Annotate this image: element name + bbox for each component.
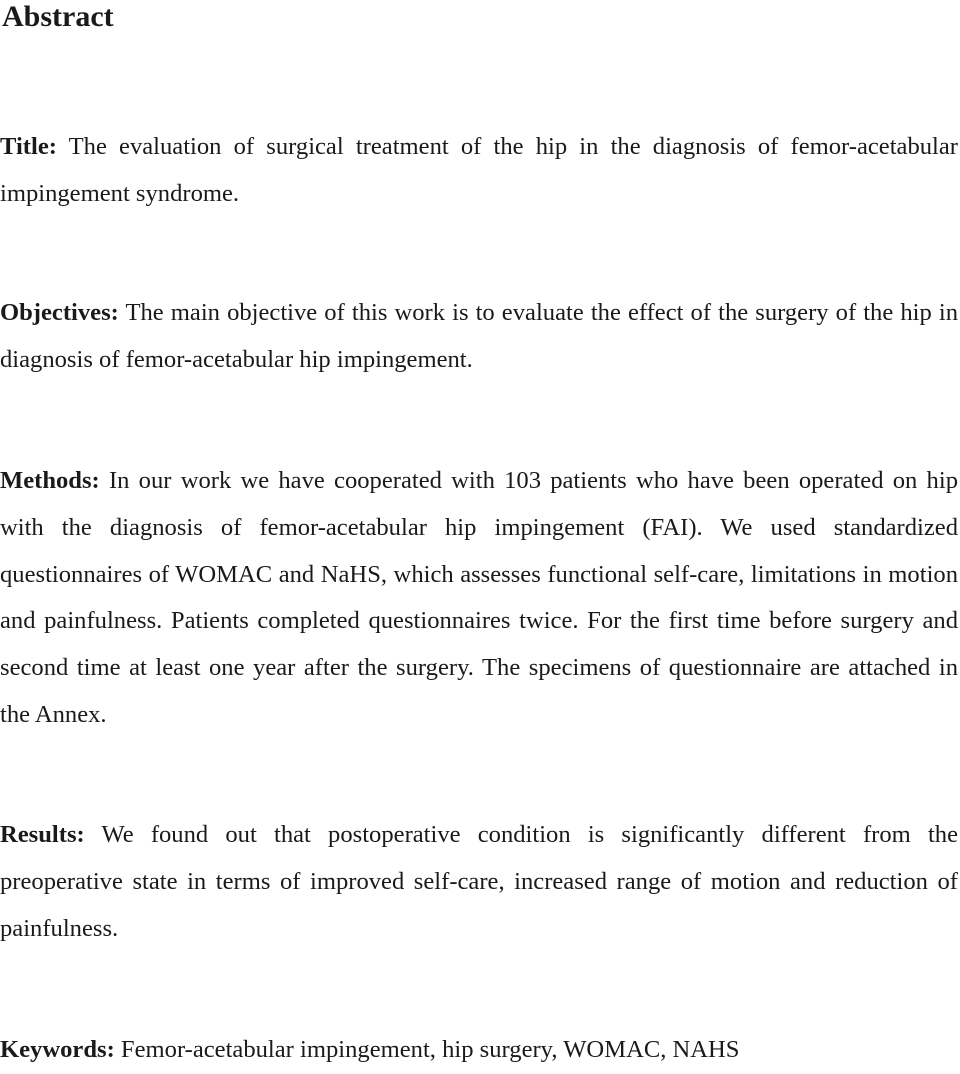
results-label: Results: [0, 821, 85, 848]
abstract-heading: Abstract [2, 0, 114, 33]
methods-label: Methods: [0, 467, 100, 494]
objectives-text: The main objective of this work is to evaluate the effect of the surgery of the hip in diagnosis of femor-acetabular hip impingement. [0, 299, 958, 373]
methods-paragraph [0, 458, 958, 739]
results-text: We found out that postoperative condition is significantly different from the preoperative state in terms of improved self-care, increased range of motion and reduction of painfulness. [0, 821, 958, 942]
methods-text: In our work we have cooperated with 103 patients who have been operated on hip with the diagnosis of femor-acetabular hip impingement (FAI). We used standardized questionnaires of WOMAC and NaHS, which assesses functional self-care, limitations in motion and painfulness. Patients completed questionnaires twice. For the first time before surgery and second time at least one year after the surgery. The specimens of questionnaire are attached in the Annex. [0, 467, 958, 728]
objectives-paragraph [0, 290, 958, 384]
title-label: Title: [0, 133, 57, 160]
keywords-paragraph [0, 1027, 958, 1074]
objectives-label: Objectives: [0, 299, 119, 326]
title-paragraph [0, 124, 958, 218]
title-text: The evaluation of surgical treatment of the hip in the diagnosis of femor-acetabular impingement syndrome. [0, 133, 958, 207]
keywords-text: Femor-acetabular impingement, hip surgery, WOMAC, NAHS [120, 1036, 740, 1063]
results-paragraph [0, 812, 958, 952]
keywords-label: Keywords: [0, 1036, 115, 1063]
